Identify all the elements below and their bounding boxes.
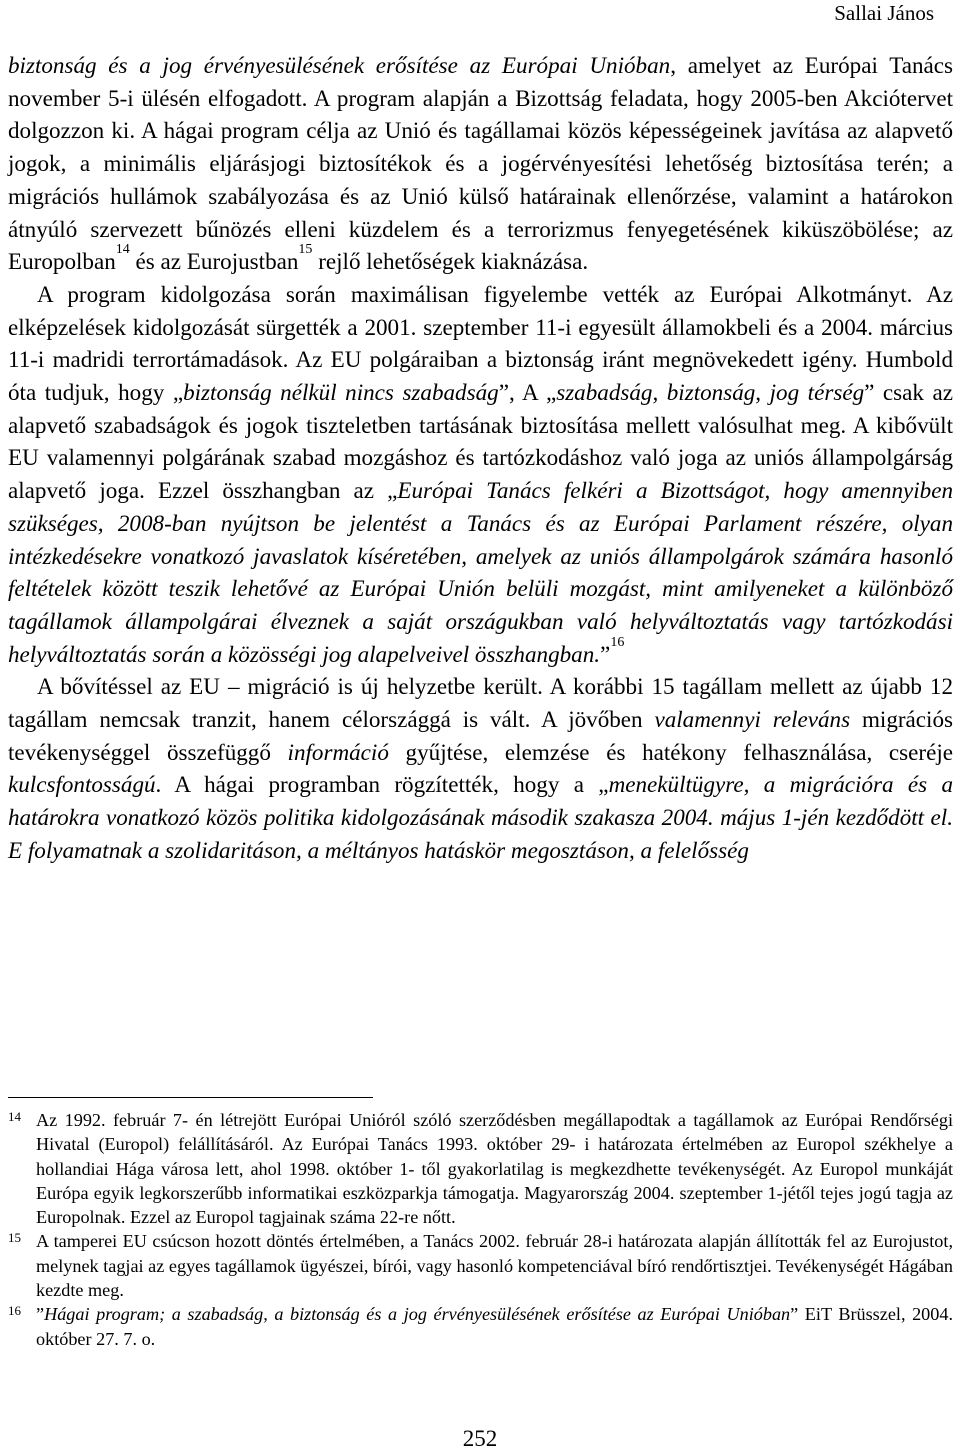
footnotes [8,1108,953,1351]
footnote-number: 16 [8,1303,21,1319]
paragraph-3: A bővítéssel az EU – migráció is új helyzetbe került. A korábbi 15 tagállam mellett az újabb 12 tagállam nemcsak tranzit, hanem célországgá is vált. A jövőben valamennyi releváns migrációs tevékenységgel összefüggő információ gyűjtése, elemzése és hatékony felhasználása, cseréje kulcsfontosságú. A hágai programban rögzítették, hogy a „menekültügyre, a migrációra és a határokra vonatkozó közös politika kidolgozásának második szakasza 2004. május 1-jén kezdődött el. E folyamatnak a szolidaritáson, a méltányos hatáskör megosztáson, a felelősség [8,673,954,863]
footnote-ref-14[interactable]: 14 [115,242,130,258]
paragraph-1: biztonság és a jog érvényesülésének erősítése az Európai Unióban, amelyet az Európai Tanács november 5-i ülésén elfogadott. A program alapján a Bizottság feladata, hogy 2005-ben Akciótervet dolgozzon ki. A hágai program célja az Unió és tagállamai közös képességeinek javítása az alapvető jogok, a minimális eljárásjogi biztosítékok és a jogérvényesítési lehetőség biztosítása terén; a migrációs hullámok szabályozása és az Unió külső határainak ellenőrzése, valamint a határokon átnyúló szervezett bűnözés elleni küzdelem és a terrorizmus fenyegetésének kiküszöbölése; az Europolban$^{14}$ és az Eurojustban$^{15}$ rejlő lehetőségek kiaknázása. [8,52,953,275]
running-header: Sallai János [834,1,934,25]
program-title: biztonság és a jog érvényesülésének erősítése az Európai Unióban [8,52,671,78]
footnote-text: A tamperei EU csúcson hozott döntés értelmében, a Tanács 2002. február 28-i határozata alapján állították fel az Eurojustot, melynek tagjai az egyes tagállamok ügyészei, bírói, vagy hasonló kompetenciával bíró rendőrtisztjei. Tevékenységét Hágában kezdte meg. [36,1231,953,1301]
footnote-separator [8,1097,373,1098]
footnote-text: Az 1992. február 7- én létrejött Európai Unióról szóló szerződésben megállapodtak a tagállamok az Európai Rendőrségi Hivatal (Europol) felállításáról. Az Európai Tanács 1993. október 29- i határozata értelmében az Europol székhelye a hollandiai Hága városa lett, ahol 1998. október 1- től gyakorlatilag is megkezdhette tevékenységét. Az Europol munkáját Európa egyik legkorszerűbb informatikai eszközparkja támogatja. Magyarország 2004. szeptember 1-jétől tejes jogú tagja az Europolnak. Ezzel az Europol tagjainak száma 22-re nőtt. [36,1110,953,1228]
footnote-number: 15 [8,1230,21,1246]
footnote-ref-16[interactable]: 16 [610,634,625,650]
footnote-14 [8,1108,953,1229]
footnote-citation-title: Hágai program; a szabadság, a biztonság és a jog érvényesülésének erősítése az Európai Unióban [44,1304,791,1325]
footnote-16: 16 ”Hágai program; a szabadság, a biztonság és a jog érvényesülésének erősítése az Európai Unióban” EiT Brüsszel, 2004. október 27. 7. o. [8,1302,953,1351]
footnote-ref-15[interactable]: 15 [298,242,313,258]
paragraph-2: A program kidolgozása során maximálisan figyelembe vették az Európai Alkotmányt. Az elképzelések kidolgozását sürgették a 2001. szeptember 11-i egyesült államokbeli és a 2004. március 11-i madridi terrortámadások. Az EU polgáraiban a biztonság iránt megnövekedett igény. Humbold óta tudjuk, hogy „biztonság nélkül nincs szabadság”, A „szabadság, biztonság, jog térség” csak az alapvető szabadságok és jogok tiszteletben tartásának biztosítása mellett valósulhat meg. A kibővült EU valamennyi polgárának szabad mozgáshoz és tartózkodáshoz való joga az uniós állampolgárság alapvető joga. Ezzel összhangban az „Európai Tanács felkéri a Bizottságot, hogy amennyiben szükséges, 2008-ban nyújtson be jelentést a Tanács és az Európai Parlament részére, olyan intézkedésekre vonatkozó javaslatok kíséretében, amelyek az uniós állampolgárok számára hasonló feltételek között teszik lehetővé az Európai Unión belüli mozgást, mint amilyeneket a különböző tagállamok állampolgárai élveznek a saját országukban való helyváltoztatás vagy tartózkodási helyváltoztatás során a közösségi jog alapelveivel összhangban.”$^{16}$ [8,280,954,667]
footnote-15 [8,1229,953,1302]
council-quote: Európai Tanács felkéri a Bizottságot, hogy amennyiben szükséges, 2008-ban nyújtson be jelentést a Tanács és az Európai Parlament részére, olyan intézkedésekre vonatkozó javaslatok kíséretében, amelyek az uniós állampolgárok számára hasonló feltételek között teszik lehetővé az Európai Unión belüli mozgást, mint amilyeneket a különböző tagállamok állampolgárai élveznek a saját országukban való helyváltoztatás vagy tartózkodási helyváltoztatás során a közösségi jog alapelveivel összhangban. [8,477,954,667]
page-number: 252 [462,1426,498,1451]
footnote-number: 14 [8,1109,21,1124]
body-text [8,49,953,867]
